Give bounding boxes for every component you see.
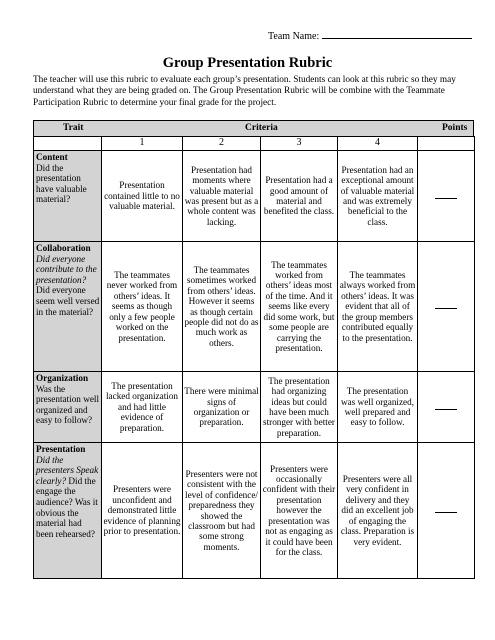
trait-cell bbox=[34, 372, 102, 443]
trait-name: Content bbox=[36, 152, 68, 162]
table-row bbox=[34, 242, 475, 372]
criteria-cell: Presentation had moments where valuable material was present but as a whole content was lacking. bbox=[183, 151, 261, 242]
criteria-cell: Presentation contained little to no valuable material. bbox=[102, 151, 183, 242]
trait-name: Presentation bbox=[36, 444, 86, 454]
blank-cell bbox=[418, 137, 475, 151]
points-blank-line bbox=[435, 409, 457, 410]
criteria-cell: Presenters were occasionally confident with their presentation however the presentation was not as engaging as it could have been for the class. bbox=[261, 443, 338, 579]
level-3: 3 bbox=[261, 137, 338, 151]
level-2: 2 bbox=[183, 137, 261, 151]
table-row bbox=[34, 151, 475, 242]
points-blank-line bbox=[435, 512, 457, 513]
criteria-cell: The teammates worked from others’ ideas most of the time. And it seems like every did some work, but some people are carrying the presentation. bbox=[261, 242, 338, 372]
team-name-blank-line bbox=[322, 29, 472, 39]
blank-cell bbox=[34, 137, 102, 151]
criteria-cell: The presentation had organizing ideas but could have been much stronger with better preparation. bbox=[261, 372, 338, 443]
points-blank-line bbox=[435, 308, 457, 309]
trait-question: Was the presentation well organized and easy to follow? bbox=[36, 383, 100, 426]
criteria-cell: Presentation had a good amount of material and benefited the class. bbox=[261, 151, 338, 242]
criteria-cell: The presentation lacked organization and had little evidence of preparation. bbox=[102, 372, 183, 443]
trait-cell bbox=[34, 443, 102, 579]
criteria-cell: The teammates never worked from others’ ideas. It seems as though only a few people worked on the presentation. bbox=[102, 242, 183, 372]
points-cell bbox=[418, 151, 475, 242]
level-4: 4 bbox=[338, 137, 418, 151]
level-1: 1 bbox=[102, 137, 183, 151]
table-row bbox=[34, 443, 475, 579]
trait-question-italic: Did the presenters Speak clearly? bbox=[36, 454, 99, 486]
trait-cell bbox=[34, 242, 102, 372]
criteria-cell: Presenters were all very confident in delivery and they did an excellent job of engaging the class. Preparation is very evident. bbox=[338, 443, 418, 579]
criteria-cell: The teammates always worked from others’ ideas. It was evident that all of the group members contributed equally to the presentation. bbox=[338, 242, 418, 372]
trait-question: Did the presentation have valuable material? bbox=[36, 162, 87, 205]
trait-header: Trait bbox=[63, 123, 84, 133]
trait-question: Did everyone seem well versed in the material? bbox=[36, 285, 100, 317]
criteria-header: Criteria bbox=[245, 123, 278, 133]
trait-question: Did the engage the audience? Was it obvious the material had been rehearsed? bbox=[36, 475, 98, 539]
rubric-header-bar bbox=[33, 120, 474, 137]
page-title: Group Presentation Rubric bbox=[162, 55, 333, 71]
points-cell bbox=[418, 242, 475, 372]
criteria-cell: There were minimal signs of organization or preparation. bbox=[183, 372, 261, 443]
criteria-cell: The teammates sometimes worked from others’ ideas. However it seems as though certain people did not do as much work as others. bbox=[183, 242, 261, 372]
trait-name: Collaboration bbox=[36, 243, 91, 253]
table-row bbox=[34, 372, 475, 443]
team-name-label: Team Name: bbox=[268, 31, 320, 42]
criteria-cell: Presenters were not consistent with the level of confidence/ preparedness they showed the classroom but had some strong moments. bbox=[183, 443, 261, 579]
intro-paragraph: The teacher will use this rubric to evaluate each group’s presentation. Students can look at this rubric so they may understand what they are being graded on. The Group Presentation Rubric will be combine with the Teammate Participation Rubric to determine your final grade for the project. bbox=[33, 75, 456, 108]
level-number-row bbox=[34, 137, 475, 151]
points-cell bbox=[418, 443, 475, 579]
points-cell bbox=[418, 372, 475, 443]
criteria-cell: Presenters were unconfident and demonstrated little evidence of planning prior to presentation. bbox=[102, 443, 183, 579]
criteria-cell: Presentation had an exceptional amount of valuable material and was extremely beneficial to the class. bbox=[338, 151, 418, 242]
trait-question-italic: Did everyone contribute to the presentation? bbox=[36, 253, 97, 285]
criteria-cell: The presentation was well organized, well prepared and easy to follow. bbox=[338, 372, 418, 443]
rubric-table bbox=[33, 136, 475, 579]
points-blank-line bbox=[435, 198, 457, 199]
trait-cell bbox=[34, 151, 102, 242]
points-header: Points bbox=[442, 123, 468, 133]
team-name-field bbox=[268, 29, 472, 42]
trait-name: Organization bbox=[36, 373, 89, 383]
